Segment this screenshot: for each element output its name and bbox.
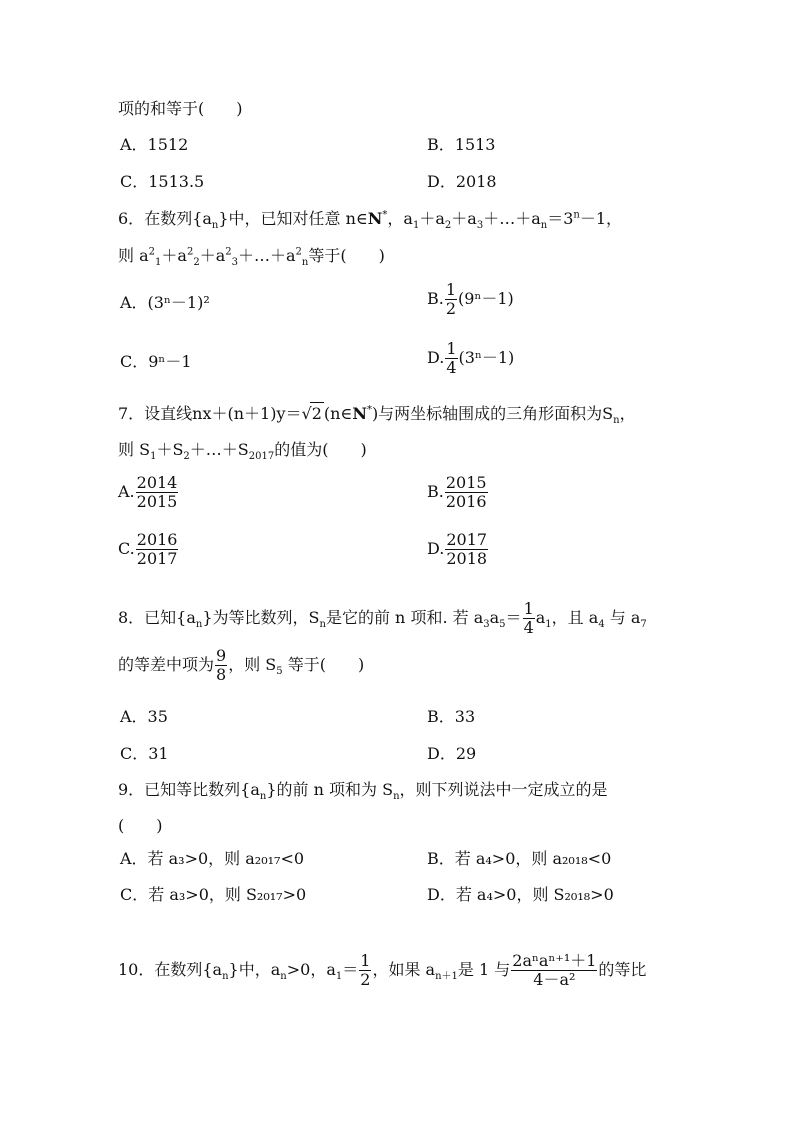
q7-option-b[interactable]: B. $\frac{2015}{2016}$ (427, 473, 487, 511)
q7-option-c[interactable]: C. $\frac{2016}{2017}$ (118, 530, 178, 568)
q7-stem-line2: 则 $S_1+S_2+\dots+S_{2017}$的值为( ) (118, 440, 367, 463)
q8-option-a[interactable]: A．35 (120, 707, 168, 726)
q5-option-b[interactable]: B．1513 (427, 135, 496, 154)
q9-option-d[interactable]: D．若 a₄>0，则 S₂₀₁₈>0 (427, 885, 614, 904)
q5-stem-continuation: 项的和等于( ) (118, 99, 243, 118)
q5-option-c[interactable]: C．1513.5 (120, 172, 205, 191)
q5-option-a[interactable]: A．1512 (120, 135, 189, 154)
q8-option-d[interactable]: D．29 (427, 744, 477, 763)
q6-stem-line2: 则 $a^2_1+a^2_2+a^2_3+\dots+a^2_n$等于( ) (118, 246, 385, 269)
q9-stem-line1: 9．已知等比数列$\{a_n\}$的前 n 项和为 $S_n$，则下列说法中一定成立的是 (118, 780, 608, 803)
q7-option-a[interactable]: A. $\frac{2014}{2015}$ (118, 473, 178, 511)
q6-option-b[interactable]: B. $\frac{1}{2}$ (9ⁿ－1) (427, 280, 514, 318)
q9-option-c[interactable]: C．若 a₃>0，则 S₂₀₁₇>0 (120, 885, 307, 904)
q6-stem-line1: 6．在数列$\{a_n\}$中，已知对任意 n∈N*，$a_1+a_2+a_3+\dots+a_n=3^n-1$， (118, 209, 623, 232)
q8-option-c[interactable]: C．31 (120, 744, 169, 763)
q7-option-d[interactable]: D. $\frac{2017}{2018}$ (427, 530, 488, 568)
q9-option-a[interactable]: A．若 a₃>0，则 a₂₀₁₇<0 (120, 849, 305, 868)
q6-option-d[interactable]: D. $\frac{1}{4}$ (3ⁿ－1) (427, 339, 515, 377)
q6-option-c[interactable]: C．9ⁿ－1 (120, 352, 192, 371)
q6-option-a[interactable]: A．(3ⁿ－1)² (120, 293, 210, 312)
q7-stem-line1: 7．设直线nx＋(n＋1)y＝√2 (n∈N*)与两坐标轴围成的三角形面积为$S_n$， (118, 404, 636, 427)
q8-stem-line2: 的等差中项为 $\frac{9}{8}$ ，则 $S_5$ 等于( ) (118, 646, 365, 684)
q9-stem-line2: ( ) (118, 816, 163, 835)
q9-option-b[interactable]: B．若 a₄>0，则 a₂₀₁₈<0 (427, 849, 612, 868)
q8-option-b[interactable]: B．33 (427, 707, 476, 726)
q5-option-d[interactable]: D．2018 (427, 172, 497, 191)
q8-stem-line1: 8．已知$\{a_n\}$为等比数列，$S_n$是它的前 n 项和. 若 $a_3a_5=$ $\frac{1}{4}$ $a_1$，且 $a_4$ 与 $a_7$ (118, 599, 647, 637)
q10-stem-line1: 10．在数列$\{a_n\}$中，$a_n>0$，$a_1=$ $\frac{1}{2}$ ，如果 $a_{n+1}$是 1 与 $\frac{\text{2aⁿaⁿ⁺¹＋1}}{\text{4－a²}}$ 的等比 (118, 951, 647, 989)
